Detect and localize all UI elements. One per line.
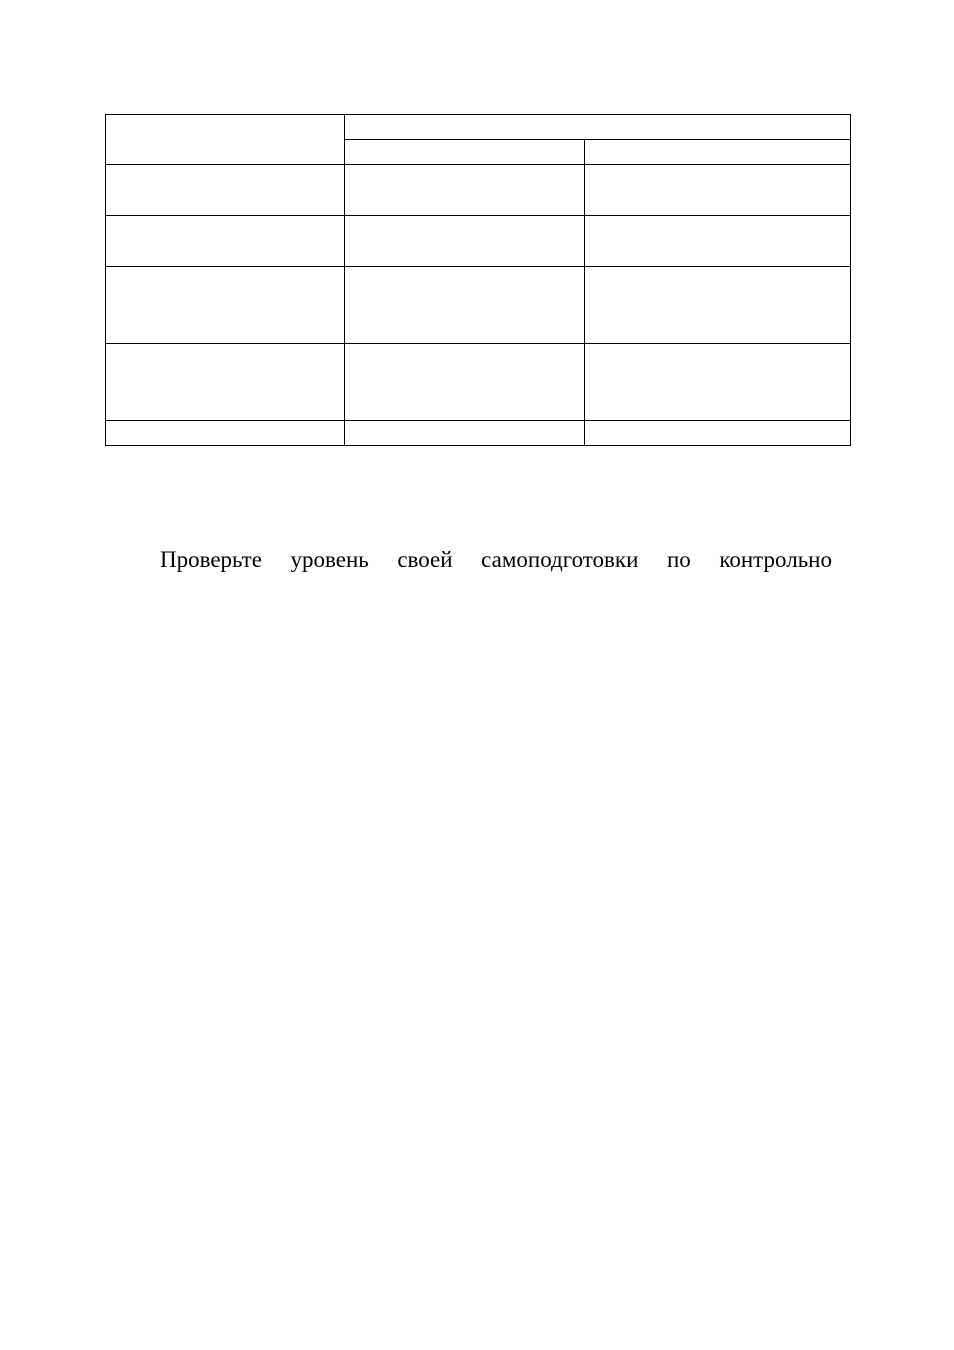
table-cell-label (106, 267, 345, 344)
table-cell-left (345, 165, 585, 216)
table-cell-left (345, 267, 585, 344)
table-cell-left (345, 216, 585, 267)
table-row (106, 344, 851, 421)
table-cell-left (345, 421, 585, 446)
table-cell-label (106, 165, 345, 216)
table-cell-right (585, 421, 851, 446)
data-table (105, 114, 851, 446)
table-cell-left (345, 344, 585, 421)
body-paragraph: Проверьте уровень своей самоподготовки по контрольно (160, 547, 832, 572)
table-cell-right (585, 267, 851, 344)
table-corner-cell (106, 115, 345, 165)
table-cell-label (106, 216, 345, 267)
table-subheader-right-cell (585, 140, 851, 165)
table-subheader-left-cell (345, 140, 585, 165)
table-group-header-cell (345, 115, 851, 140)
table-row (106, 267, 851, 344)
table-row (106, 165, 851, 216)
table-cell-right (585, 216, 851, 267)
table-header-row (106, 115, 851, 140)
table-cell-right (585, 165, 851, 216)
table-cell-right (585, 344, 851, 421)
table-cell-label (106, 344, 345, 421)
table-cell-label (106, 421, 345, 446)
table-row (106, 421, 851, 446)
table-row (106, 216, 851, 267)
